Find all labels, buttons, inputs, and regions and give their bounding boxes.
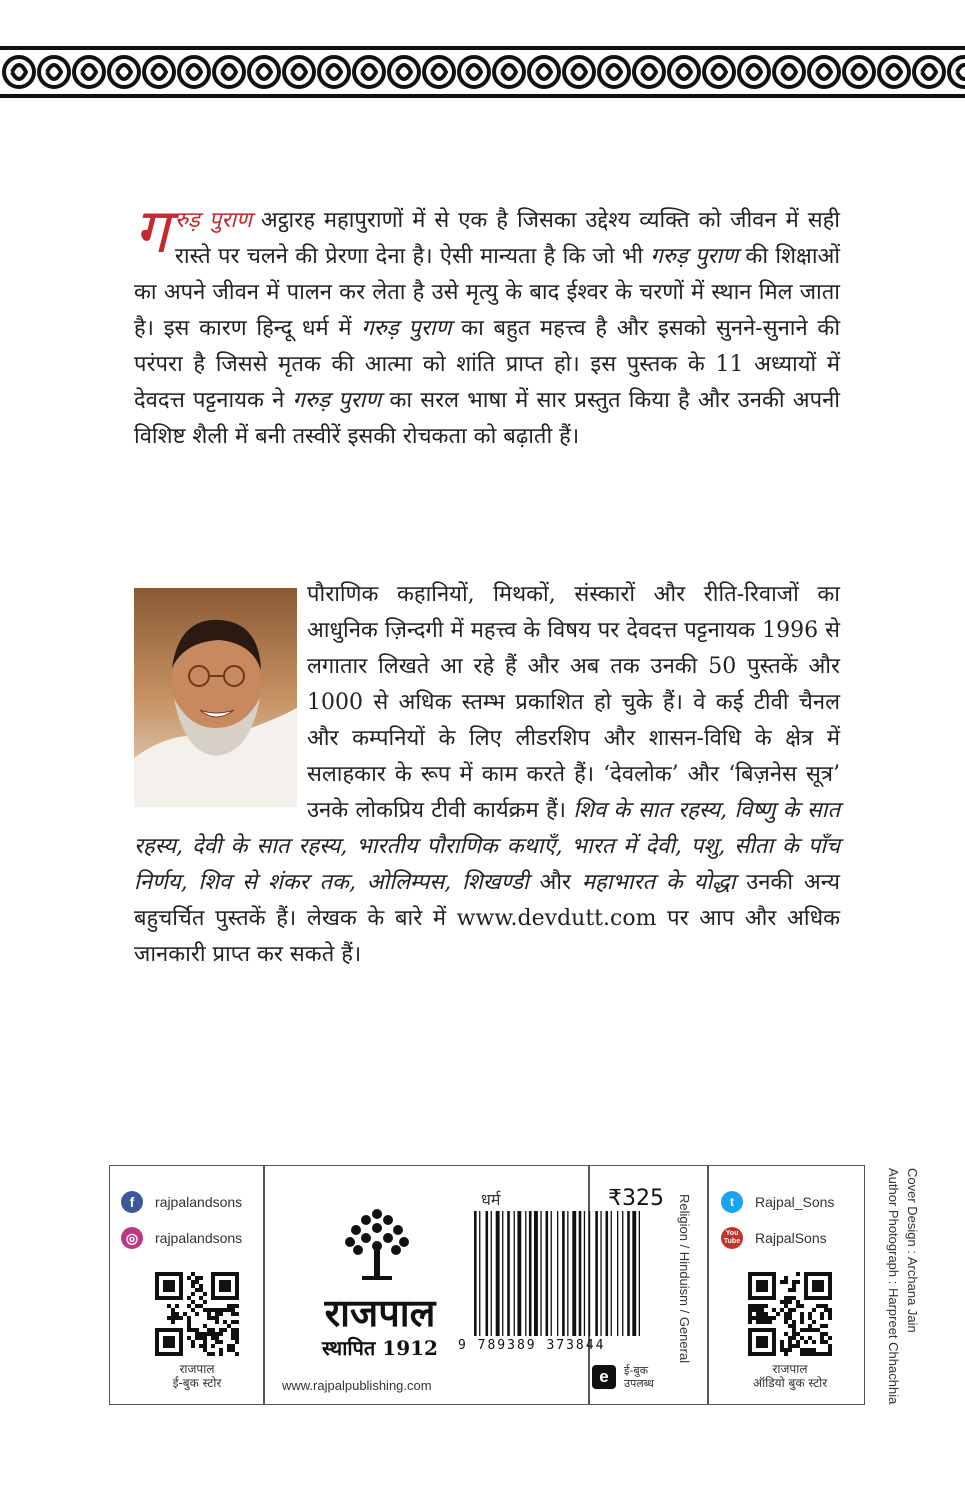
ebook-available-label: ई-बुक उपलब्ध xyxy=(624,1364,654,1390)
barcode xyxy=(470,1211,666,1336)
facebook-handle[interactable]: rajpalandsons xyxy=(155,1194,243,1210)
drop-cap: ग xyxy=(134,194,169,267)
cover-design-credit: Cover Design : Archana Jain xyxy=(905,1168,920,1333)
book-title: गरुड़ पुराण xyxy=(650,244,739,269)
synopsis-text: का बहुत महत्त्व है और इसको सुनने-सुनाने की परंपरा है जिससे मृतक की आत्मा को शांति प्राप्त हो। इस पुस्तक के 11 अध्यायों में देवदत्त पट्टनायक ने xyxy=(134,316,841,413)
qr-caption: राजपाल ई-बुक स्टोर xyxy=(172,1362,222,1390)
synopsis-text: अट्ठारह महापुराणों में से एक है जिसका उद्देश्य व्यक्ति को जीवन में सही रास्ते पर चलने की प्रेरणा देना है। ऐसी मान्यता है कि जो भी xyxy=(174,208,840,269)
bio-text: पौराणिक कहानियों, मिथकों, संस्कारों और रीति-रिवाजों का आधुनिक ज़िन्दगी में महत्त्व के विषय पर देवदत्त पट्टनायक 1996 से लगातार लिखते आ रहे हैं और अब तक उनकी 50 पुस्तकें और 1000 से अधिक स्तम्भ प्रकाशित हो चुके हैं। वे कई टीवी चैनल और कम्पनियों के लिए लीडरशिप और शासन-विधि के क्षेत्र में सलाहकार के रूप में काम करते हैं। ‘देवलोक’ और ‘बिज़नेस सूत्र’ उनके लोकप्रिय टीवी कार्यक्रम हैं। xyxy=(307,582,840,823)
author-photo xyxy=(134,588,297,807)
genre-label: Religion / Hinduism / General xyxy=(677,1194,692,1364)
price: ₹325 xyxy=(608,1186,664,1211)
ebook-icon: e xyxy=(592,1365,616,1389)
facebook-icon[interactable]: f xyxy=(121,1191,143,1213)
bio-text: उनकी अन्य बहुचर्चित पुस्तकें हैं। लेखक के बारे में www.devdutt.com पर आप और अधिक जानकारी प्राप्त कर सकते हैं। xyxy=(134,870,840,967)
book-list: महाभारत के योद्धा xyxy=(581,870,736,895)
established-year: स्थापित 1912 xyxy=(322,1336,438,1360)
instagram-icon[interactable]: ◎ xyxy=(121,1227,143,1249)
youtube-handle[interactable]: RajpalSons xyxy=(755,1230,827,1246)
category-label: धर्म xyxy=(481,1190,501,1209)
book-synopsis xyxy=(134,194,841,455)
decorative-border xyxy=(0,44,965,100)
publisher-website[interactable]: www.rajpalpublishing.com xyxy=(282,1378,432,1393)
qr-caption: राजपाल ऑडियो बुक स्टोर xyxy=(752,1362,828,1390)
bio-text: और xyxy=(528,870,582,895)
synopsis-text: की शिक्षाओं का अपने जीवन में पालन कर लेता है उसे मृत्यु के बाद ईश्वर के चरणों में स्थान मिल जाता है। इस कारण हिन्दू धर्म में xyxy=(134,244,840,341)
photo-credit: Author Photograph : Harpreet Chhachhia xyxy=(886,1168,901,1405)
youtube-icon[interactable]: You Tube xyxy=(721,1227,743,1249)
synopsis-text: का सरल भाषा में सार प्रस्तुत किया है और उनकी अपनी विशिष्ट शैली में बनी तस्वीरें इसकी रोचकता को बढ़ाती हैं। xyxy=(134,388,840,449)
twitter-handle[interactable]: Rajpal_Sons xyxy=(755,1194,835,1210)
audiobook-store-qr-code[interactable] xyxy=(748,1272,832,1356)
book-list: शिव के सात रहस्य, विष्णु के सात रहस्य, देवी के सात रहस्य, भारतीय पौराणिक कथाएँ, भारत में देवी, पशु, सीता के पाँच निर्णय, शिव से शंकर तक, ओलिम्पस, शिखण्डी xyxy=(134,798,840,895)
book-title: गरुड़ पुराण xyxy=(292,388,382,413)
instagram-handle[interactable]: rajpalandsons xyxy=(155,1230,243,1246)
publisher-brand: राजपाल xyxy=(324,1291,436,1335)
isbn-number: 9 789389 373844 xyxy=(458,1338,606,1353)
ebook-store-qr-code[interactable] xyxy=(155,1272,239,1356)
tree-logo-icon xyxy=(342,1206,412,1282)
book-title: गरुड़ पुराण xyxy=(361,316,452,341)
twitter-icon[interactable]: t xyxy=(721,1191,743,1213)
publisher-panel xyxy=(109,1165,865,1405)
book-title: रुड़ पुराण xyxy=(174,208,252,233)
